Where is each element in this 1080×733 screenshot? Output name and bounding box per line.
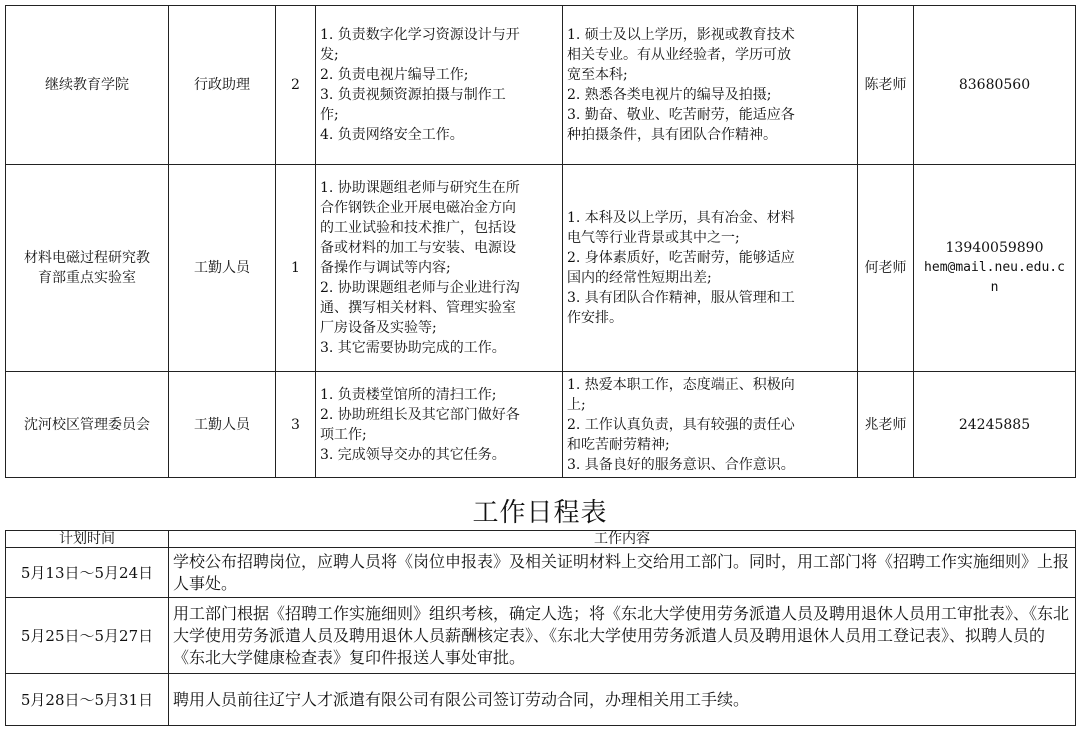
post-cell: 行政助理 — [169, 6, 276, 165]
contact-cell: 13940059890 hem@mail.neu.edu.c n — [914, 165, 1076, 372]
schedule-table — [5, 530, 1076, 726]
requirements-cell: 1. 热爱本职工作，态度端正、积极向 上; 2. 工作认真负责，具有较强的责任心 和吃苦耐劳精神; 3. 具备良好的服务意识、合作意识。 — [563, 372, 858, 478]
table-row — [6, 165, 1076, 372]
positions-table — [5, 5, 1076, 478]
post-cell: 工勤人员 — [169, 372, 276, 478]
schedule-title: 工作日程表 — [472, 498, 608, 528]
schedule-header-row — [6, 531, 1076, 548]
header-content: 工作内容 — [169, 531, 1076, 548]
contact-cell: 83680560 — [914, 6, 1076, 165]
header-time: 计划时间 — [6, 531, 169, 548]
requirements-cell: 1. 硕士及以上学历，影视或教育技术 相关专业。有从业经验者，学历可放 宽至本科; 2. 熟悉各类电视片的编导及拍摄; 3. 勤奋、敬业、吃苦耐劳，能适应各 种拍摄条件，具有团队合作精神。 — [563, 6, 858, 165]
table-row — [6, 6, 1076, 165]
schedule-date: 5月28日～5月31日 — [6, 674, 169, 726]
schedule-content: 学校公布招聘岗位，应聘人员将《岗位申报表》及相关证明材料上交给用工部门。同时，用工部门将《招聘工作实施细则》上报人事处。 — [169, 548, 1076, 598]
count-cell: 1 — [276, 165, 316, 372]
schedule-content: 用工部门根据《招聘工作实施细则》组织考核，确定人选；将《东北大学使用劳务派遣人员及聘用退休人员用工审批表》、《东北大学使用劳务派遣人员及聘用退休人员薪酬核定表》、《东北大学使用劳务派遣人员及聘用退休人员用工登记表》、拟聘人员的《东北大学健康检查表》复印件报送人事处审批。 — [169, 598, 1076, 674]
table-row — [6, 372, 1076, 478]
post-cell: 工勤人员 — [169, 165, 276, 372]
count-cell: 2 — [276, 6, 316, 165]
count-cell: 3 — [276, 372, 316, 478]
contact-person-cell: 陈老师 — [858, 6, 914, 165]
contact-person-cell: 何老师 — [858, 165, 914, 372]
schedule-row — [6, 548, 1076, 598]
duties-cell: 1. 协助课题组老师与研究生在所 合作钢铁企业开展电磁冶金方向 的工业试验和技术推广，包括设 备或材料的加工与安装、电源设 备操作与调试等内容; 2. 协助课题组老师与企业进行沟 通、撰写相关材料、管理实验室 厂房设备及实验等; 3. 其它需要协助完成的工作。 — [316, 165, 563, 372]
contact-cell: 24245885 — [914, 372, 1076, 478]
schedule-date: 5月25日～5月27日 — [6, 598, 169, 674]
duties-cell: 1. 负责数字化学习资源设计与开 发; 2. 负责电视片编导工作; 3. 负责视频资源拍摄与制作工 作; 4. 负责网络安全工作。 — [316, 6, 563, 165]
schedule-date: 5月13日～5月24日 — [6, 548, 169, 598]
requirements-cell: 1. 本科及以上学历，具有冶金、材料 电气等行业背景或其中之一; 2. 身体素质好，吃苦耐劳，能够适应 国内的经常性短期出差; 3. 具有团队合作精神，服从管理和工 作安排。 — [563, 165, 858, 372]
unit-cell: 继续教育学院 — [6, 6, 169, 165]
unit-cell: 材料电磁过程研究教 育部重点实验室 — [6, 165, 169, 372]
unit-cell: 沈河校区管理委员会 — [6, 372, 169, 478]
schedule-row — [6, 598, 1076, 674]
schedule-content: 聘用人员前往辽宁人才派遣有限公司有限公司签订劳动合同，办理相关用工手续。 — [169, 674, 1076, 726]
schedule-row — [6, 674, 1076, 726]
contact-person-cell: 兆老师 — [858, 372, 914, 478]
duties-cell: 1. 负责楼堂馆所的清扫工作; 2. 协助班组长及其它部门做好各 项工作; 3. 完成领导交办的其它任务。 — [316, 372, 563, 478]
